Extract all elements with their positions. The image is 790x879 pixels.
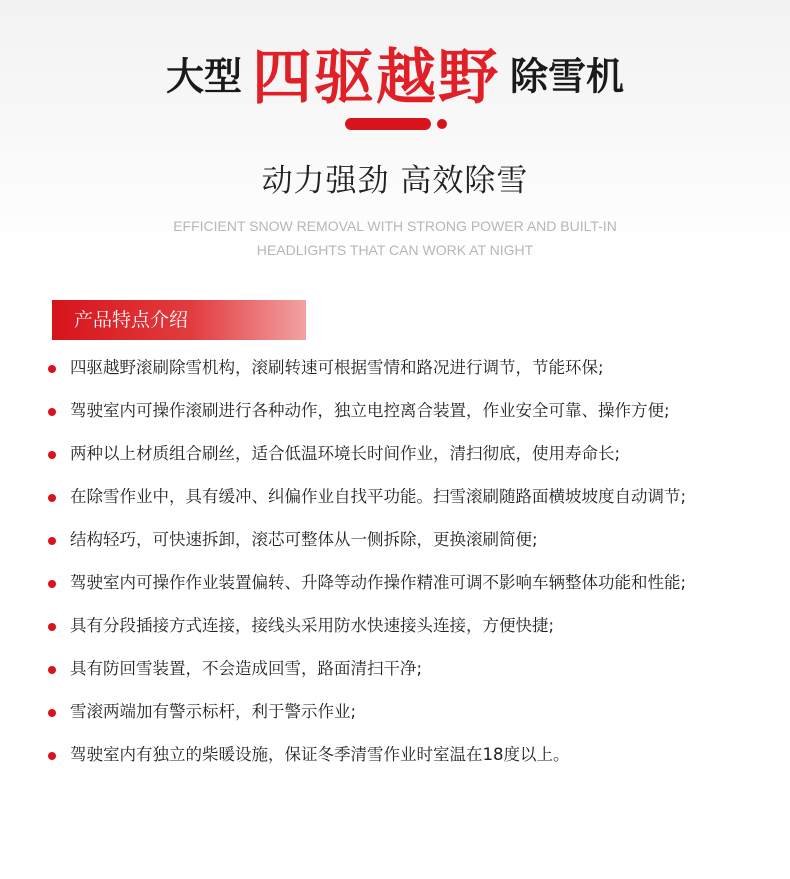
feature-item — [46, 400, 746, 421]
section-header: 产品特点介绍 — [52, 300, 306, 340]
subtitle: 动力强劲 高效除雪 — [261, 163, 529, 199]
bullet-dot-icon — [48, 494, 56, 502]
bullet-dot-icon — [48, 537, 56, 545]
feature-text: 在除雪作业中，具有缓冲、纠偏作业自找平功能。扫雪滚刷随路面横坡坡度自动调节; — [70, 487, 687, 506]
bullet-dot-icon — [48, 451, 56, 459]
english-tagline-line-2: HEADLIGHTS THAT CAN WORK AT NIGHT — [256, 242, 534, 258]
feature-text: 四驱越野滚刷除雪机构，滚刷转速可根据雪情和路况进行调节，节能环保; — [70, 358, 604, 377]
feature-text: 驾驶室内可操作滚刷进行各种动作，独立电控离合装置，作业安全可靠、操作方便; — [70, 401, 670, 420]
bullet-dot-icon — [48, 666, 56, 674]
bullet-dot-icon — [48, 752, 56, 760]
bullet-dot-icon — [48, 709, 56, 717]
divider-bar — [345, 118, 431, 130]
feature-item — [46, 486, 746, 507]
english-tagline — [0, 214, 790, 262]
title-prefix: 大型 — [165, 54, 242, 99]
feature-item — [46, 658, 746, 679]
feature-item — [46, 615, 746, 636]
feature-text: 两种以上材质组合刷丝，适合低温环境长时间作业，清扫彻底，使用寿命长; — [70, 444, 621, 463]
feature-text: 具有防回雪装置，不会造成回雪，路面清扫干净; — [70, 659, 423, 678]
feature-list — [46, 357, 746, 787]
page-title — [0, 30, 790, 116]
feature-text: 驾驶室内有独立的柴暖设施，保证冬季清雪作业时室温在18度以上。 — [70, 745, 570, 764]
feature-item — [46, 357, 746, 378]
title-suffix: 除雪机 — [510, 54, 625, 99]
bullet-dot-icon — [48, 365, 56, 373]
divider-dot — [437, 119, 447, 129]
feature-item — [46, 443, 746, 464]
bullet-dot-icon — [48, 580, 56, 588]
feature-item — [46, 529, 746, 550]
feature-item — [46, 744, 746, 765]
feature-text: 结构轻巧，可快速拆卸，滚芯可整体从一侧拆除，更换滚刷简便; — [70, 530, 538, 549]
feature-text: 雪滚两端加有警示标杆，利于警示作业; — [70, 702, 357, 721]
title-highlight: 四驱越野 — [252, 43, 500, 113]
feature-text: 驾驶室内可操作作业装置偏转、升降等动作操作精准可调不影响车辆整体功能和性能; — [70, 573, 687, 592]
feature-text: 具有分段插接方式连接，接线头采用防水快速接头连接，方便快捷; — [70, 616, 555, 635]
bullet-dot-icon — [48, 408, 56, 416]
feature-item — [46, 701, 746, 722]
title-divider — [345, 118, 455, 130]
english-tagline-line-1: EFFICIENT SNOW REMOVAL WITH STRONG POWER AND BUILT-IN — [173, 218, 617, 234]
bullet-dot-icon — [48, 623, 56, 631]
feature-item — [46, 572, 746, 593]
